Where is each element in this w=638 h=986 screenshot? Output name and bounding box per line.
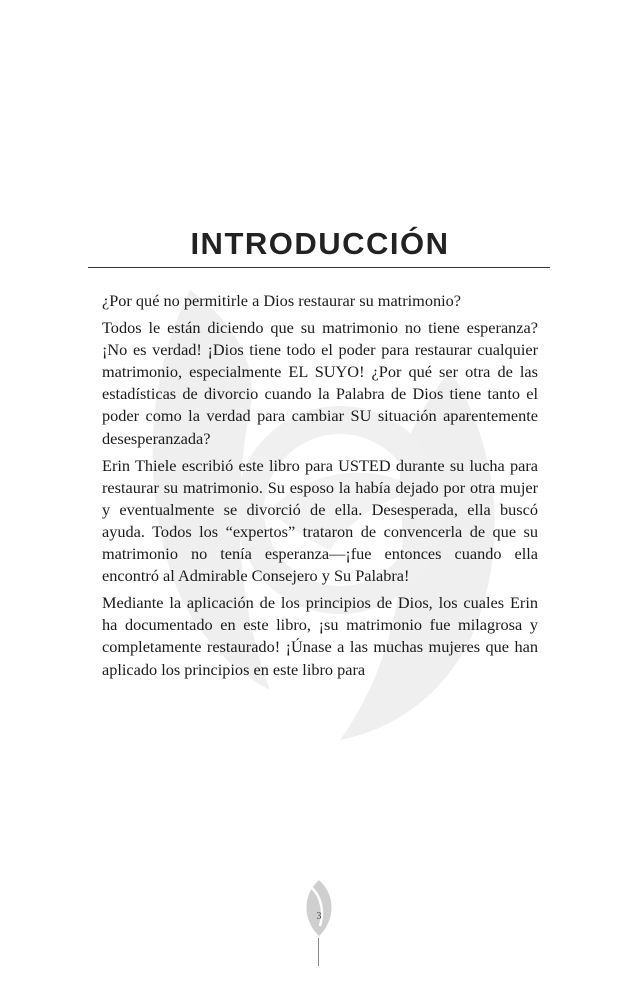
- paragraph-principles: Mediante la aplicación de los principios de Dios, los cuales Erin ha documentado en este libro, ¡su matrimonio fue milagrosa y completamente restaurado! ¡Únase a las muchas mujeres que han aplicado los principios en este libro para: [102, 593, 538, 679]
- leaf-icon: [302, 878, 336, 938]
- paragraph-question: ¿Por qué no permitirle a Dios restaurar su matrimonio?: [102, 291, 461, 310]
- paragraph-author: Erin Thiele escribió este libro para USTED durante su lucha para restaurar su matrimonio. Su esposo la había dejado por otra mujer y eventualmente se divorció de ella. Desesperada, ella buscó ayuda. Todos los “expertos” trataron de convencerla de que su matrimonio no tenía esperanza—¡fue entonces cuando ella encontró al Admirable Consejero y Su Palabra!: [102, 455, 538, 586]
- body-text: [102, 290, 538, 686]
- page-number: 3: [316, 911, 322, 922]
- chapter-title: INTRODUCCIÓN: [190, 226, 450, 261]
- page-footer-line: [318, 938, 319, 966]
- title-rule: [88, 267, 550, 268]
- paragraph-hope: Todos le están diciendo que su matrimonio no tiene esperanza? ¡No es verdad! ¡Dios tiene todo el poder para restaurar cualquier matrimonio, especialmente EL SUYO! ¿Por qué ser otra de las estadísticas de divorcio cuando la Palabra de Dios tiene tanto el poder como la verdad para cambiar SU situación aparentemente desesperanzada?: [102, 318, 538, 448]
